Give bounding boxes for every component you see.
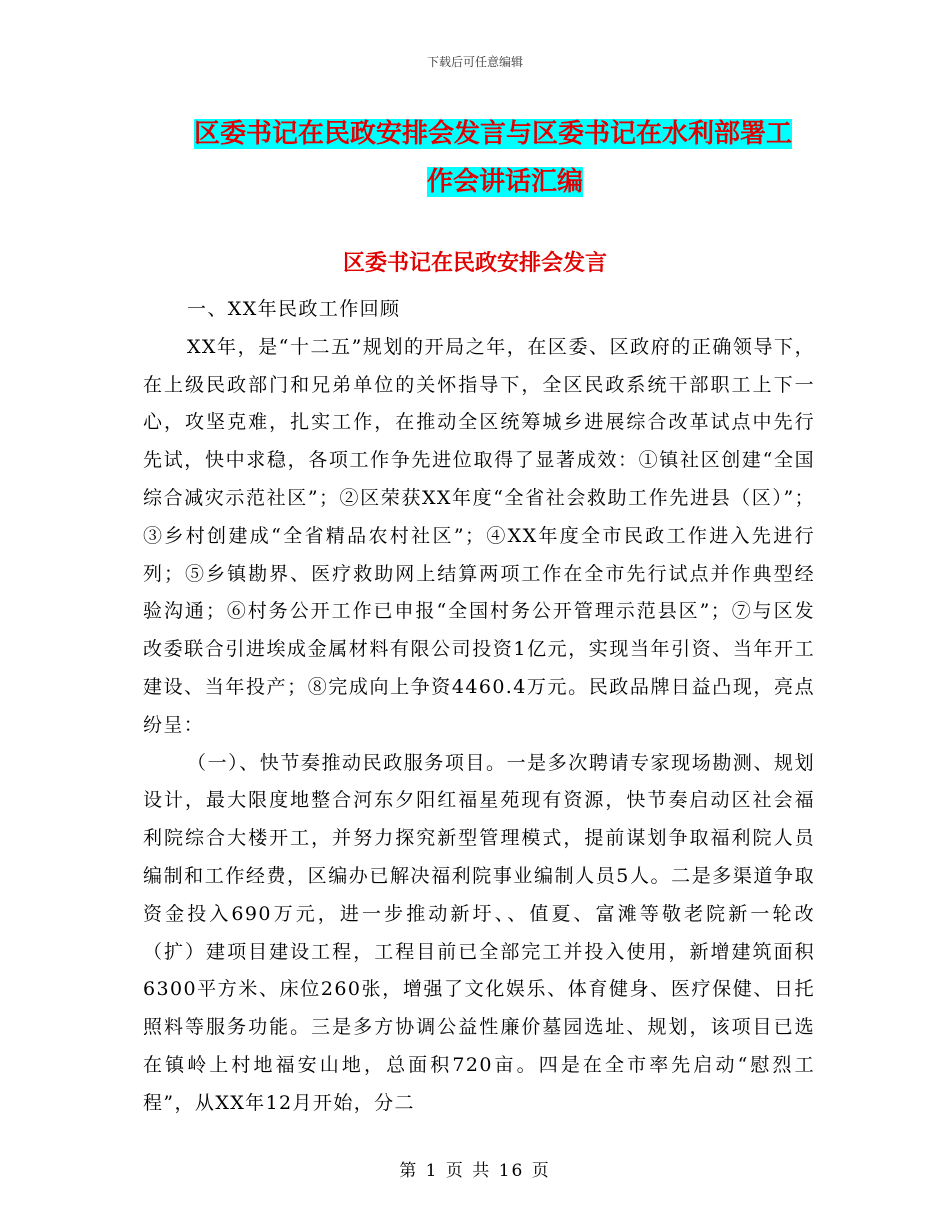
document-title-line2: 作会讲话汇编 bbox=[426, 167, 583, 197]
document-title-line1: 区委书记在民政安排会发言与区委书记在水利部署工 bbox=[194, 119, 793, 149]
section-title: 区委书记在民政安排会发言 bbox=[342, 251, 607, 276]
document-body bbox=[143, 291, 815, 1123]
paragraph-review: XX年，是“十二五”规划的开局之年，在区委、区政府的正确领导下，在上级民政部门和兄弟单位的关怀指导下，全区民政系统干部职工上下一心，攻坚克难，扎实工作，在推动全区统筹城乡进展综合改革试点中先行先试，快中求稳，各项工作争先进位取得了显著成效：①镇社区创建“全国综合减灾示范社区”；②区荣获XX年度“全省社会救助工作先进县（区）”；③乡村创建成“全省精品农村社区”；④XX年度全市民政工作进入先进行列；⑤乡镇勘界、医疗救助网上结算两项工作在全市先行试点并作典型经验沟通；⑥村务公开工作已申报“全国村务公开管理示范县区”；⑦与区发改委联合引进埃成金属材料有限公司投资1亿元，实现当年引资、当年开工建设、当年投产；⑧完成向上争资4460.4万元。民政品牌日益凸现，亮点纷呈： bbox=[143, 335, 815, 736]
page-footer: 第 1 页 共 16 页 bbox=[399, 1161, 551, 1181]
page-header-note: 下载后可任意编辑 bbox=[426, 55, 523, 69]
paragraph-service-projects: （一）、快节奏推动民政服务项目。一是多次聘请专家现场勘测、规划设计，最大限度地整合河东夕阳红福星苑现有资源，快节奏启动区社会福利院综合大楼开工，并努力探究新型管理模式，提前谋划争取福利院人员编制和工作经费，区编办已解决福利院事业编制人员5人。二是多渠道争取资金投入690万元，进一步推动新圩、、值夏、富滩等敬老院新一轮改（扩）建项目建设工程，工程目前已全部完工并投入使用，新增建筑面积6300平方米、床位260张，增强了文化娱乐、体育健身、医疗保健、日托照料等服务功能。三是多方协调公益性廉价墓园选址、规划，该项目已选在镇岭上村地福安山地，总面积720亩。四是在全市率先启动“慰烈工程”，从XX年12月开始，分二 bbox=[143, 751, 815, 1114]
section-heading: 一、XX年民政工作回顾 bbox=[187, 298, 401, 320]
document-title bbox=[150, 110, 830, 206]
